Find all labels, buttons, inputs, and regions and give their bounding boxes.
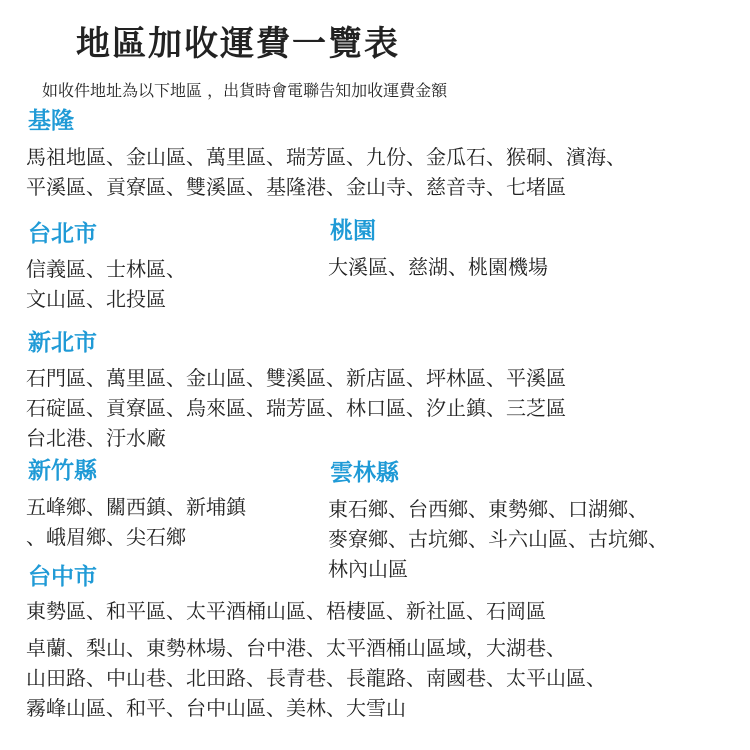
- region-line: 林內山區: [328, 557, 408, 581]
- region-line: 卓蘭、梨山、東勢林場、台中港、太平酒桶山區域，大湖巷、: [26, 636, 566, 660]
- region-line: 、峨眉鄉、尖石鄉: [26, 525, 186, 549]
- region-title-hsinchu: 新竹縣: [28, 458, 97, 484]
- region-line: 台北港、汙水廠: [26, 426, 166, 450]
- region-line: 文山區、北投區: [26, 287, 166, 311]
- region-line: 五峰鄉、關西鎮、新埔鎮: [26, 495, 246, 519]
- region-list-taichung: [26, 633, 606, 723]
- region-list-new-taipei: [26, 363, 566, 453]
- region-title-keelung: 基隆: [28, 108, 74, 134]
- region-title-new-taipei: 新北市: [28, 330, 97, 356]
- region-list-taoyuan: [328, 252, 548, 282]
- region-line: 石碇區、貢寮區、烏來區、瑞芳區、林口區、汐止鎮、三芝區: [26, 396, 566, 420]
- region-line: 麥寮鄉、古坑鄉、斗六山區、古坑鄉、: [328, 527, 668, 551]
- region-list-yunlin: [328, 494, 668, 584]
- region-list-taipei: [26, 254, 186, 314]
- region-line: 信義區、士林區、: [26, 257, 186, 281]
- region-title-taoyuan: 桃園: [330, 218, 376, 244]
- region-list-taichung-primary: [26, 596, 546, 626]
- page-subtitle: 如收件地址為以下地區 ，出貨時會電聯告知加收運費金額: [42, 81, 448, 100]
- region-line: 馬祖地區、金山區、萬里區、瑞芳區、九份、金瓜石、猴硐、濱海、: [26, 145, 626, 169]
- region-line: 霧峰山區、和平、台中山區、美林、大雪山: [26, 696, 406, 720]
- page-title: 地區加收運費一覽表: [76, 24, 400, 64]
- region-list-hsinchu: [26, 492, 246, 552]
- region-line: 山田路、中山巷、北田路、長青巷、長龍路、南國巷、太平山區、: [26, 666, 606, 690]
- region-line: 東勢區、和平區、太平酒桶山區、梧棲區、新社區、石岡區: [26, 599, 546, 623]
- region-title-taipei: 台北市: [28, 221, 97, 247]
- region-title-yunlin: 雲林縣: [330, 460, 399, 486]
- region-line: 石門區、萬里區、金山區、雙溪區、新店區、坪林區、平溪區: [26, 366, 566, 390]
- region-title-taichung: 台中市: [28, 564, 97, 590]
- region-line: 平溪區、貢寮區、雙溪區、基隆港、金山寺、慈音寺、七堵區: [26, 175, 566, 199]
- region-list-keelung: [26, 142, 626, 202]
- region-line: 東石鄉、台西鄉、東勢鄉、口湖鄉、: [328, 497, 648, 521]
- region-line: 大溪區、慈湖、桃園機場: [328, 255, 548, 279]
